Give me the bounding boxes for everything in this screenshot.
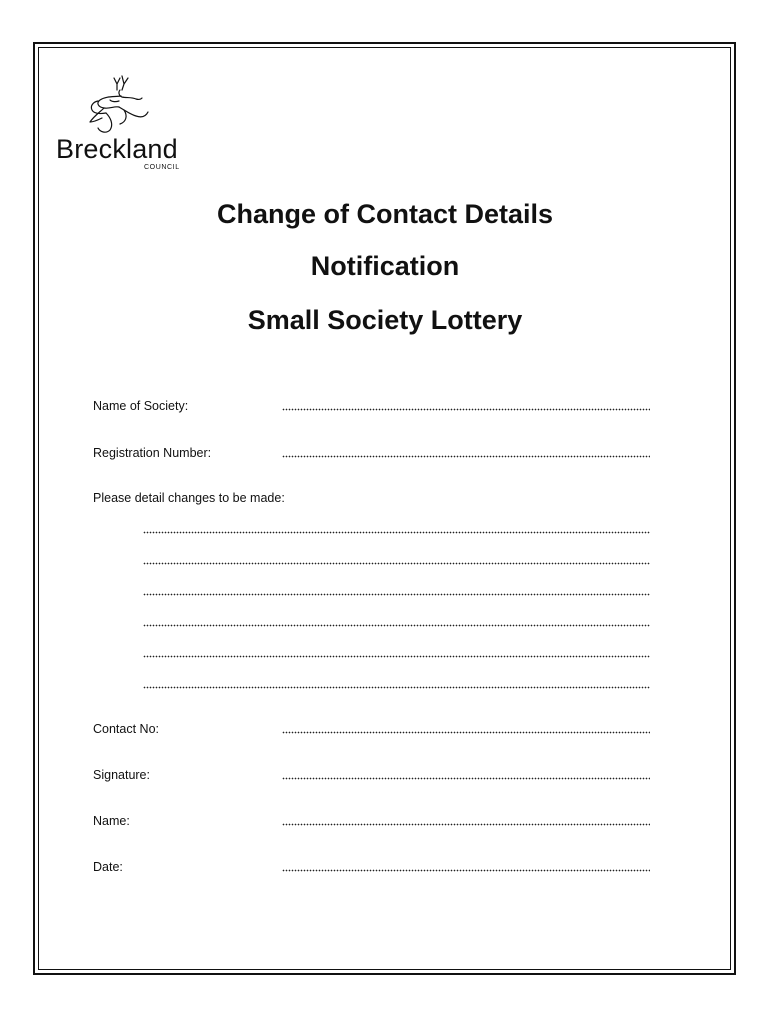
changes-line-3[interactable]	[143, 593, 650, 596]
changes-line-5[interactable]	[143, 655, 650, 658]
logo-subtext: COUNCIL	[144, 164, 180, 171]
signature-label: Signature:	[93, 768, 150, 782]
page-border-inner	[38, 47, 731, 970]
contact-no-label: Contact No:	[93, 722, 160, 736]
date-field[interactable]	[282, 869, 650, 872]
form-title: Change of Contact Details	[216, 199, 554, 229]
form-subtitle: Notification	[310, 251, 460, 281]
society-name-label: Name of Society:	[93, 399, 189, 413]
changes-label: Please detail changes to be made:	[93, 491, 285, 505]
name-label: Name:	[93, 814, 130, 828]
form-category: Small Society Lottery	[247, 305, 523, 335]
registration-number-field[interactable]	[282, 455, 650, 458]
society-name-field[interactable]	[282, 408, 650, 411]
stag-leaping-icon	[84, 72, 154, 138]
changes-line-4[interactable]	[143, 624, 650, 627]
name-field[interactable]	[282, 823, 650, 826]
date-label: Date:	[93, 860, 123, 874]
changes-line-6[interactable]	[143, 686, 650, 689]
registration-number-label: Registration Number:	[93, 446, 212, 460]
council-logo	[54, 72, 204, 176]
changes-line-1[interactable]	[143, 531, 650, 534]
logo-wordmark: Breckland	[56, 134, 178, 164]
contact-no-field[interactable]	[282, 731, 650, 734]
signature-field[interactable]	[282, 777, 650, 780]
page-border	[33, 42, 736, 975]
changes-line-2[interactable]	[143, 562, 650, 565]
